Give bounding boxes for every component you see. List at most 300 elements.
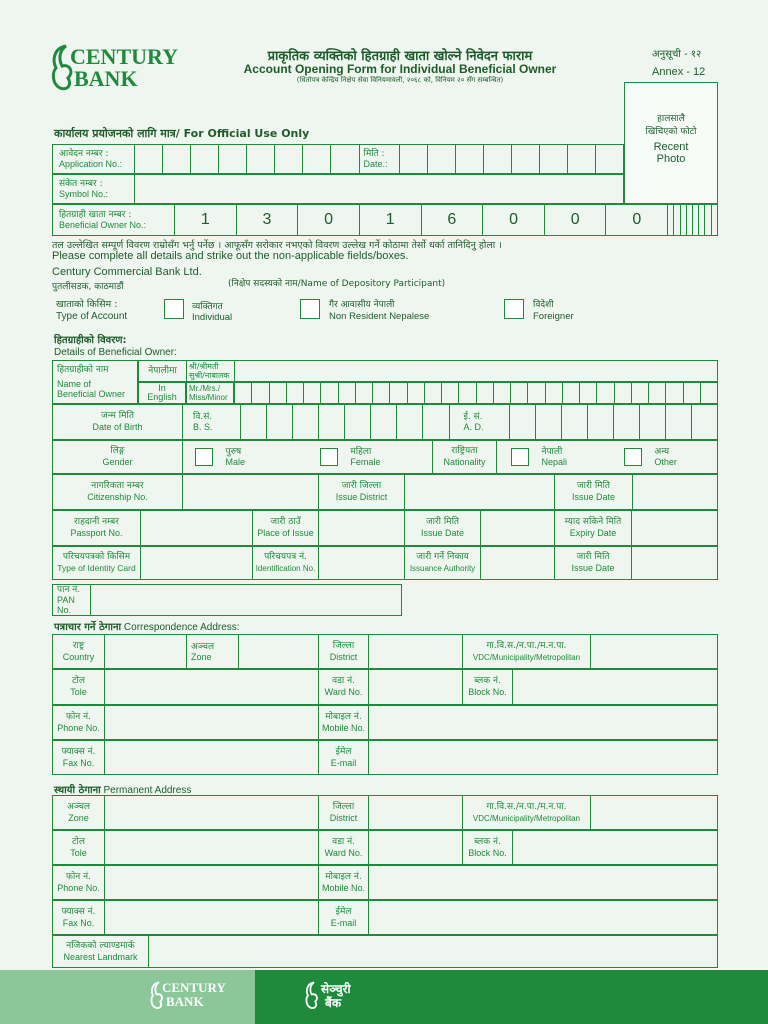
issue-district-np: जारी जिल्ला (341, 481, 382, 491)
permanent-heading (54, 782, 191, 796)
salutation-label-np (187, 361, 235, 382)
dob-label-en: Date of Birth (92, 422, 143, 432)
name-label-en-2: Beneficial Owner (57, 389, 126, 399)
perm-mobile-field[interactable] (369, 866, 718, 900)
footer-left (0, 970, 255, 1024)
ad-label-en: A. D. (463, 422, 484, 432)
passport-issue-date-np: जारी मिति (425, 517, 460, 527)
app-no-cell[interactable] (191, 145, 219, 174)
idtype-label-np: परिचयपत्रको किसिम (62, 552, 131, 562)
perm-ward-label (319, 831, 369, 865)
name-char-cell[interactable] (683, 383, 700, 404)
corr-block-field[interactable] (513, 670, 718, 705)
symbol-no-label (53, 175, 135, 204)
annex-english: Annex - 12 (652, 66, 706, 78)
country-label-en: Country (62, 651, 95, 662)
account-type-label-np: खाताको किसिम : (56, 299, 118, 310)
photo-label-en-2: Photo (656, 153, 686, 165)
corr-email-np: ईमेल (335, 746, 352, 757)
dp-place: पुतलीसडक, काठमाडौं (52, 282, 124, 292)
salutation-np-text: श्री/श्रीमती सुश्री/नाबालक (189, 362, 230, 380)
name-char-cell[interactable] (424, 383, 441, 404)
bs-date-cell[interactable] (241, 405, 267, 440)
bo-details-heading-np: हितग्राहीको विवरण: (54, 335, 127, 346)
issue-date-en: Issue Date (571, 492, 616, 502)
bo-digit[interactable]: 0 (298, 205, 360, 236)
gender-label (53, 441, 183, 474)
corr-vdc-en: VDC/Municipality/Metropolitan (472, 652, 581, 662)
corr-vdc-field[interactable] (591, 635, 718, 669)
corr-phone-np: फोन नं. (66, 711, 91, 722)
app-no-label-en: Application No.: (59, 159, 123, 169)
perm-district-np: जिल्ला (332, 801, 355, 812)
expiry-label-en: Expiry Date (569, 528, 617, 538)
idtype-label-en: Type of Identity Card (57, 563, 136, 573)
place-label-en: Place of Issue (257, 528, 314, 538)
perm-phone-en: Phone No. (57, 882, 100, 893)
perm-vdc-field[interactable] (591, 796, 718, 830)
footer-logo-np-icon (303, 980, 319, 1010)
passport-issue-date-label (405, 511, 481, 546)
name-char-cell[interactable] (321, 383, 338, 404)
landmark-en: Nearest Landmark (63, 951, 138, 962)
id-issue-date-label (555, 547, 632, 580)
authority-label-en: Issuance Authority (409, 564, 476, 573)
date-cell[interactable] (455, 145, 483, 174)
corr-mobile-en: Mobile No. (321, 722, 366, 733)
corr-tole-label (53, 670, 105, 705)
perm-email-en: E-mail (330, 917, 357, 928)
salutation-en-cell (186, 382, 234, 404)
title-subtitle: (धितोपत्र केन्द्रिय निक्षेप सेवा विनियमावली, २०६८ को, विनियम २० सँग सम्बन्धित) (296, 76, 504, 84)
title-english: Account Opening Form for Individual Beneficial Owner (243, 62, 557, 76)
in-english-1: In (158, 383, 166, 393)
corr-ward-en: Ward No. (324, 687, 363, 697)
perm-row-2 (52, 830, 718, 865)
citizenship-field[interactable] (183, 475, 319, 510)
date-cell[interactable] (399, 145, 427, 174)
bs-date-cell[interactable] (371, 405, 397, 440)
corr-fax-np: फ्याक्स नं. (61, 746, 96, 757)
app-no-cell[interactable] (275, 145, 303, 174)
perm-block-en: Block No. (468, 847, 507, 858)
corr-zone-field[interactable] (239, 635, 319, 669)
bs-date-cell[interactable] (293, 405, 319, 440)
nrn-label-np: गैर आवासीय नेपाली (329, 300, 395, 310)
corr-phone-en: Phone No. (57, 722, 100, 733)
corr-phone-label (53, 706, 105, 740)
passport-field[interactable] (141, 511, 253, 546)
perm-tole-en: Tole (70, 847, 87, 858)
name-nepali-row (138, 360, 718, 382)
corr-tole-np: टोल (72, 676, 85, 686)
corr-block-np: ब्लक नं. (474, 676, 501, 686)
perm-email-field[interactable] (369, 901, 718, 935)
name-char-cell[interactable] (269, 383, 286, 404)
corr-vdc-np: गा.वि.स./न.पा./म.न.पा. (486, 640, 567, 651)
ad-date-cell[interactable] (639, 405, 665, 440)
passport-issue-date-field[interactable] (481, 511, 555, 546)
corr-phone-field[interactable] (105, 706, 319, 740)
citizenship-row (52, 474, 718, 510)
corr-district-field[interactable] (369, 635, 463, 669)
name-label-np: हितग्राहीको नाम (57, 365, 109, 375)
male-checkbox[interactable] (195, 448, 213, 466)
bo-label-np: हितग्राही खाता नम्बर : (59, 210, 132, 220)
app-no-cell[interactable] (219, 145, 247, 174)
perm-tole-label (53, 831, 105, 865)
female-label-en: Female (350, 457, 381, 467)
bo-digit[interactable]: 6 (421, 205, 483, 236)
corr-block-label (463, 670, 513, 705)
country-label-np: राष्ट्र (72, 640, 85, 651)
ad-date-cell[interactable] (535, 405, 561, 440)
name-char-cell[interactable] (545, 383, 562, 404)
issue-district-field[interactable] (405, 475, 555, 510)
name-english-label (138, 382, 186, 404)
passport-issue-date-en: Issue Date (420, 528, 465, 538)
ad-date-cell[interactable] (613, 405, 639, 440)
name-char-cell[interactable] (338, 383, 355, 404)
gender-row (52, 440, 718, 474)
official-heading-np: कार्यालय प्रयोजनको लागि मात्र (54, 127, 176, 140)
bs-date-cell[interactable] (267, 405, 293, 440)
perm-vdc-np: गा.वि.स./न.पा./म.न.पा. (486, 801, 567, 812)
perm-zone-field[interactable] (105, 796, 319, 830)
bo-digit[interactable]: 0 (606, 205, 668, 236)
place-of-issue-label (253, 511, 319, 546)
corr-ward-field[interactable] (369, 670, 463, 705)
name-char-cell[interactable] (355, 383, 372, 404)
perm-zone-label (53, 796, 105, 830)
photo-label-en-1: Recent (653, 141, 689, 153)
correspondence-heading (54, 619, 240, 633)
perm-vdc-label (463, 796, 591, 830)
perm-phone-np: फोन नं. (66, 871, 91, 882)
corr-fax-label (53, 741, 105, 775)
id-issue-date-en: Issue Date (571, 563, 615, 573)
issue-date-np: जारी मिति (576, 481, 611, 491)
date-label (359, 145, 399, 174)
cit-label-np: नागरिकता नम्बर (91, 481, 144, 491)
name-char-cell[interactable] (666, 383, 683, 404)
perm-email-label (319, 901, 369, 935)
symbol-label-np: संकेत नम्बर : (59, 179, 103, 189)
country-label (53, 635, 105, 669)
date-label-np: मिति : (363, 149, 385, 159)
expiry-date-field[interactable] (631, 510, 718, 546)
perm-heading-np: स्थायी ठेगाना (54, 785, 101, 796)
corr-email-label (319, 741, 369, 775)
nationality-label (433, 441, 497, 474)
foreigner-checkbox[interactable] (504, 299, 524, 319)
bo-digit[interactable]: 0 (544, 205, 606, 236)
perm-zone-en: Zone (68, 812, 89, 823)
logo-brand-top: CENTURY (70, 44, 179, 69)
account-type-label-en: Type of Account (56, 311, 128, 322)
name-char-cell[interactable] (304, 383, 321, 404)
name-char-cell[interactable] (562, 383, 579, 404)
nepali-checkbox[interactable] (511, 448, 529, 466)
dp-label: (निक्षेप सदस्यको नाम/Name of Depository Participant) (228, 279, 446, 289)
corr-tole-en: Tole (70, 687, 87, 697)
perm-tole-field[interactable] (105, 831, 319, 865)
perm-fax-label (53, 901, 105, 935)
bo-digit-empty[interactable] (711, 205, 717, 236)
id-type-label (53, 547, 141, 580)
other-label-en: Other (654, 457, 677, 467)
bo-digit[interactable]: 1 (175, 205, 237, 236)
corr-district-en: District (329, 651, 358, 662)
id-no-field[interactable] (319, 547, 405, 580)
photo-box[interactable] (624, 82, 718, 204)
cit-label-en: Citizenship No. (87, 492, 148, 502)
perm-fax-en: Fax No. (62, 917, 95, 928)
perm-fax-np: फ्याक्स नं. (61, 906, 96, 917)
pan-row (52, 584, 402, 616)
bo-digit[interactable]: 1 (359, 205, 421, 236)
perm-row-5 (52, 935, 718, 968)
corr-vdc-label (463, 635, 591, 669)
perm-heading-en: Permanent Address (103, 785, 192, 796)
corr-ward-label (319, 670, 369, 705)
annex-nepali: अनुसूची - १२ (652, 49, 702, 60)
name-char-cell[interactable] (528, 383, 545, 404)
app-no-cell[interactable] (135, 145, 163, 174)
name-char-cell[interactable] (390, 383, 407, 404)
app-no-cell[interactable] (331, 145, 359, 174)
bs-label-en: B. S. (193, 422, 213, 432)
photo-label-np-2: खिचिएको फोटो (645, 127, 697, 137)
official-row-2 (52, 174, 624, 204)
expiry-label-np: म्याद सकिने मिति (564, 517, 622, 527)
perm-block-np: ब्लक नं. (474, 836, 501, 847)
corr-block-en: Block No. (468, 687, 507, 697)
nrn-label-en: Non Resident Nepalese (329, 311, 430, 322)
date-cell[interactable] (539, 145, 567, 174)
official-row-3 (52, 204, 718, 236)
app-no-cell[interactable] (303, 145, 331, 174)
perm-block-field[interactable] (513, 831, 718, 865)
date-cell[interactable] (511, 145, 539, 174)
male-label-en: Male (225, 457, 245, 467)
nepali-label-en: Nepali (541, 457, 567, 467)
gender-label-en: Gender (102, 457, 133, 467)
app-no-cell[interactable] (247, 145, 275, 174)
id-issue-date-field[interactable] (631, 546, 718, 580)
authority-label (405, 547, 481, 580)
ad-date-cell[interactable] (665, 405, 691, 440)
perm-fax-field[interactable] (105, 901, 319, 935)
corr-mobile-np: मोबाइल नं. (325, 711, 362, 722)
footer-brand-np-2: बैंक (325, 996, 342, 1010)
corr-heading-en: Correspondence Address: (123, 622, 240, 633)
footer-brand-top: CENTURY (162, 980, 226, 995)
name-char-cell[interactable] (493, 383, 510, 404)
idno-label-en: Identification No. (255, 564, 316, 573)
official-row-1 (52, 144, 624, 174)
ad-label (449, 405, 509, 440)
corr-fax-en: Fax No. (62, 757, 95, 768)
name-nepali-field[interactable] (235, 361, 718, 382)
id-no-label (253, 547, 319, 580)
individual-label-en: Individual (192, 312, 233, 323)
perm-row-1 (52, 795, 718, 830)
name-char-cell[interactable] (442, 383, 459, 404)
perm-zone-np: अञ्चल (66, 801, 91, 812)
perm-phone-label (53, 866, 105, 900)
photo-label-np-1: हालसालै (657, 114, 685, 124)
instruction-nepali: तल उल्लेखित सम्पूर्ण विवरण राम्रोसँग भर्नु पर्नेछ । आफूसँग सरोकार नभएको विवरण उल्लेख गर्ने कोठामा तेर्सो धर्का तानिदिनु होला । (52, 240, 502, 251)
symbol-no-field[interactable] (135, 175, 624, 204)
corr-zone-en: Zone (191, 651, 212, 662)
authority-label-np: जारी गर्ने निकाय (416, 552, 469, 562)
perm-district-field[interactable] (369, 796, 463, 830)
perm-ward-np: वडा नं. (332, 836, 355, 847)
bo-no-label (53, 205, 175, 236)
name-char-cell[interactable] (700, 383, 717, 404)
perm-mobile-np: मोबाइल नं. (325, 871, 362, 882)
male-label-np: पुरुष (225, 447, 242, 457)
name-char-cell[interactable] (580, 383, 597, 404)
issue-district-label (319, 475, 405, 510)
ad-date-cell[interactable] (587, 405, 613, 440)
date-label-en: Date.: (363, 159, 388, 169)
app-no-label-np: आवेदन नम्बर : (59, 149, 109, 159)
ad-label-np: ई. सं. (463, 412, 483, 422)
name-char-cell[interactable] (459, 383, 476, 404)
name-char-cell[interactable] (614, 383, 631, 404)
other-checkbox[interactable] (624, 448, 642, 466)
perm-row-3 (52, 865, 718, 900)
foreigner-label-np: विदेशी (533, 300, 554, 310)
corr-fax-field[interactable] (105, 741, 319, 775)
dob-label-np: जन्म मिति (101, 411, 134, 421)
perm-phone-field[interactable] (105, 866, 319, 900)
place-of-issue-field[interactable] (319, 511, 405, 546)
bo-digit[interactable]: 3 (236, 205, 298, 236)
name-char-cell[interactable] (631, 383, 648, 404)
female-checkbox[interactable] (320, 448, 338, 466)
bs-date-cell[interactable] (423, 405, 449, 440)
name-char-cell[interactable] (476, 383, 493, 404)
bo-details-heading-en: Details of Beneficial Owner: (54, 347, 177, 358)
name-char-cell[interactable] (597, 383, 614, 404)
name-char-cell[interactable] (235, 383, 252, 404)
corr-row-3 (52, 705, 718, 740)
instruction-english: Please complete all details and strike out the non-applicable fields/boxes. (52, 250, 409, 262)
corr-district-np: जिल्ला (332, 640, 355, 651)
ad-date-cell[interactable] (561, 405, 587, 440)
footer-brand-bottom: BANK (166, 994, 204, 1009)
issue-date-field[interactable] (633, 475, 718, 510)
date-cell[interactable] (567, 145, 595, 174)
name-char-cell[interactable] (286, 383, 303, 404)
dob-row (52, 404, 718, 440)
name-char-cell[interactable] (407, 383, 424, 404)
nepali-label-np: नेपाली (541, 447, 563, 457)
bo-digit[interactable]: 0 (483, 205, 545, 236)
passport-label-en: Passport No. (70, 528, 123, 538)
nationality-label-np: राष्ट्रियता (451, 446, 478, 456)
corr-zone-np: अञ्चल (191, 641, 215, 652)
salutation-en-text: Mr./Mrs./ Miss/Minor (189, 384, 228, 402)
symbol-label-en: Symbol No.: (59, 189, 109, 199)
perm-district-label (319, 796, 369, 830)
nationality-label-en: Nationality (443, 457, 486, 467)
dp-name: Century Commercial Bank Ltd. (52, 266, 202, 278)
name-label-en-1: Name of (57, 379, 92, 389)
app-no-label (53, 145, 135, 174)
female-label-np: महिला (350, 447, 372, 457)
official-heading (54, 126, 309, 141)
title-nepali: प्राकृतिक व्यक्तिको हितग्राही खाता खोल्ने निवेदन फाराम (267, 49, 533, 64)
name-char-cell[interactable] (649, 383, 666, 404)
perm-ward-en: Ward No. (324, 847, 363, 858)
individual-checkbox[interactable] (164, 299, 184, 319)
issue-date-label (555, 475, 633, 510)
bs-label (183, 405, 241, 440)
pan-field[interactable] (91, 585, 402, 616)
corr-tole-field[interactable] (105, 670, 319, 705)
passport-label-np: राहदानी नम्बर (74, 517, 119, 527)
logo-brand-bottom: BANK (74, 66, 138, 91)
perm-tole-np: टोल (72, 836, 85, 847)
corr-mobile-field[interactable] (369, 706, 718, 740)
other-label-np: अन्य (654, 447, 670, 457)
passport-label (53, 511, 141, 546)
perm-mobile-en: Mobile No. (321, 882, 366, 893)
corr-email-en: E-mail (330, 757, 357, 768)
nationality-options (497, 441, 718, 474)
name-label-cell (52, 360, 138, 404)
date-cell[interactable] (427, 145, 455, 174)
country-field[interactable] (105, 635, 187, 669)
corr-email-field[interactable] (369, 741, 718, 775)
name-char-cell[interactable] (252, 383, 269, 404)
landmark-field[interactable] (149, 936, 718, 968)
pan-label-en: PAN No. (57, 595, 75, 615)
app-no-cell[interactable] (163, 145, 191, 174)
official-heading-en: / For Official Use Only (175, 127, 310, 140)
perm-ward-field[interactable] (369, 831, 463, 865)
name-char-cell[interactable] (373, 383, 390, 404)
id-type-field[interactable] (141, 547, 253, 580)
bs-date-cell[interactable] (397, 405, 423, 440)
nrn-checkbox[interactable] (300, 299, 320, 319)
ad-date-cell[interactable] (509, 405, 535, 440)
date-cell[interactable] (483, 145, 511, 174)
foreigner-label-en: Foreigner (533, 311, 574, 322)
ad-date-cell[interactable] (691, 405, 717, 440)
dob-label (53, 405, 183, 440)
authority-field[interactable] (481, 547, 555, 580)
gender-options (183, 441, 433, 474)
perm-email-np: ईमेल (335, 906, 352, 917)
bs-date-cell[interactable] (345, 405, 371, 440)
corr-district-label (319, 635, 369, 669)
perm-row-4 (52, 900, 718, 935)
footer-right (255, 970, 768, 1024)
bs-date-cell[interactable] (319, 405, 345, 440)
landmark-np: नजिकको ल्याण्डमार्क (66, 940, 135, 951)
date-cell[interactable] (595, 145, 623, 174)
name-char-cell[interactable] (511, 383, 528, 404)
corr-row-4 (52, 740, 718, 775)
issue-district-en: Issue District (335, 492, 388, 502)
corr-row-1 (52, 634, 718, 669)
corr-mobile-label (319, 706, 369, 740)
